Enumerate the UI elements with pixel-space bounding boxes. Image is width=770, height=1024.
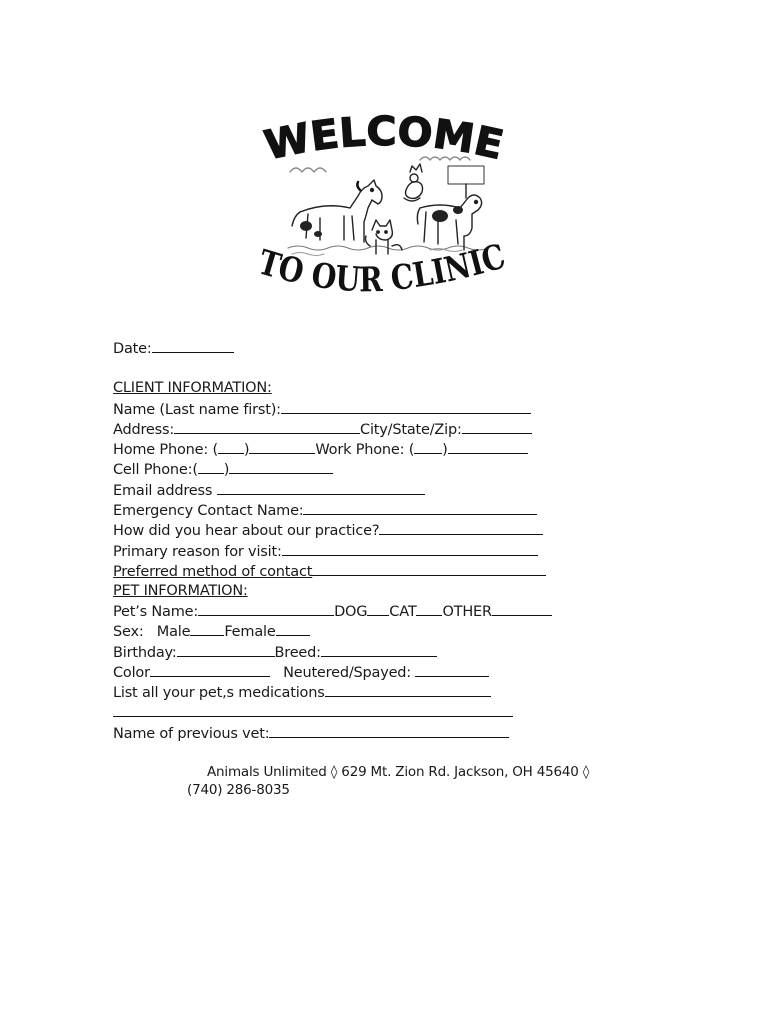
email-row <box>113 480 425 500</box>
color-neutered-row <box>113 662 489 682</box>
phone-row <box>113 439 528 459</box>
email-field[interactable] <box>217 480 425 495</box>
cat-drawing <box>366 220 403 254</box>
cell-phone-paren: ) <box>223 462 230 478</box>
birthday-label: Birthday: <box>113 645 177 661</box>
breed-label: Breed: <box>274 645 321 661</box>
cell-phone-row <box>113 459 333 479</box>
color-label: Color <box>113 665 150 681</box>
referral-row <box>113 520 543 540</box>
previous-vet-row <box>113 723 509 743</box>
emergency-contact-field[interactable] <box>303 500 537 515</box>
work-phone-area-code-field[interactable] <box>414 439 442 454</box>
female-label: Female <box>224 624 276 640</box>
previous-vet-field[interactable] <box>269 723 509 738</box>
dog-label: DOG <box>334 604 368 620</box>
other-label: OTHER <box>442 604 492 620</box>
address-row <box>113 419 532 439</box>
color-field[interactable] <box>150 662 270 677</box>
medications-row <box>113 682 491 702</box>
contact-method-row <box>113 561 546 581</box>
work-phone-label: Work Phone: ( <box>315 442 415 458</box>
pet-name-label: Pet’s Name: <box>113 604 199 620</box>
emergency-contact-label: Emergency Contact Name: <box>113 503 304 519</box>
medications-continuation-field[interactable] <box>113 702 513 717</box>
medications-label: List all your pet,s medications <box>113 685 325 701</box>
client-name-label: Name (Last name first): <box>113 402 281 418</box>
neutered-spayed-field[interactable] <box>415 662 489 677</box>
email-label: Email address <box>113 483 213 499</box>
to-our-clinic-title <box>252 235 517 302</box>
sex-row <box>113 621 310 641</box>
cow-drawing <box>417 195 481 250</box>
home-phone-area-code-field[interactable] <box>218 439 244 454</box>
previous-vet-label: Name of previous vet: <box>113 726 270 742</box>
emergency-contact-row <box>113 500 537 520</box>
pet-name-field[interactable] <box>198 601 334 616</box>
work-phone-paren: ) <box>442 442 448 458</box>
birthday-breed-row <box>113 642 437 662</box>
referral-field[interactable] <box>379 520 543 535</box>
date-label: Date: <box>113 341 152 357</box>
cell-phone-field[interactable] <box>229 459 333 474</box>
breed-field[interactable] <box>321 642 437 657</box>
date-field[interactable] <box>152 338 234 353</box>
medications-continuation-row <box>113 702 513 722</box>
pet-information-heading: PET INFORMATION: <box>113 583 248 599</box>
sex-label: Sex: <box>113 624 144 640</box>
address-label: Address: <box>113 422 175 438</box>
to-our-clinic-text: TO OUR CLINIC <box>253 235 515 301</box>
visit-reason-row <box>113 541 538 561</box>
bird-drawing <box>404 164 423 201</box>
cell-phone-area-code-field[interactable] <box>198 459 224 474</box>
clinic-address-line: Animals Unlimited ◊ 629 Mt. Zion Rd. Jackson, OH 45640 ◊ <box>207 764 590 780</box>
home-phone-label: Home Phone: ( <box>113 442 218 458</box>
male-checkbox[interactable] <box>190 621 224 636</box>
home-phone-field[interactable] <box>249 439 315 454</box>
date-row <box>113 338 234 358</box>
female-checkbox[interactable] <box>276 621 310 636</box>
clinic-phone-line: (740) 286-8035 <box>187 782 290 798</box>
home-phone-paren: ) <box>243 442 250 458</box>
client-name-row <box>113 399 531 419</box>
cat-checkbox[interactable] <box>416 601 442 616</box>
work-phone-field[interactable] <box>448 439 528 454</box>
medications-field[interactable] <box>325 682 491 697</box>
client-information-heading: CLIENT INFORMATION: <box>113 380 272 396</box>
visit-reason-label: Primary reason for visit: <box>113 544 282 560</box>
neutered-spayed-label: Neutered/Spayed: <box>283 665 411 681</box>
pet-name-row <box>113 601 552 621</box>
address-field[interactable] <box>174 419 360 434</box>
clinic-sign <box>448 166 484 198</box>
contact-method-label: Preferred method of contact <box>113 564 313 580</box>
visit-reason-field[interactable] <box>282 541 538 556</box>
birthday-field[interactable] <box>177 642 275 657</box>
referral-label: How did you hear about our practice? <box>113 523 380 539</box>
horse-drawing <box>292 180 382 242</box>
cell-phone-label: Cell Phone:( <box>113 462 198 478</box>
dog-checkbox[interactable] <box>367 601 389 616</box>
client-name-field[interactable] <box>281 399 531 414</box>
city-state-zip-label: City/State/Zip: <box>360 422 462 438</box>
other-species-field[interactable] <box>492 601 552 616</box>
male-label: Male <box>156 624 191 640</box>
city-state-zip-field[interactable] <box>462 419 532 434</box>
welcome-title-text: WELCOME <box>260 108 507 170</box>
contact-method-field[interactable] <box>312 561 546 576</box>
cat-label: CAT <box>389 604 417 620</box>
